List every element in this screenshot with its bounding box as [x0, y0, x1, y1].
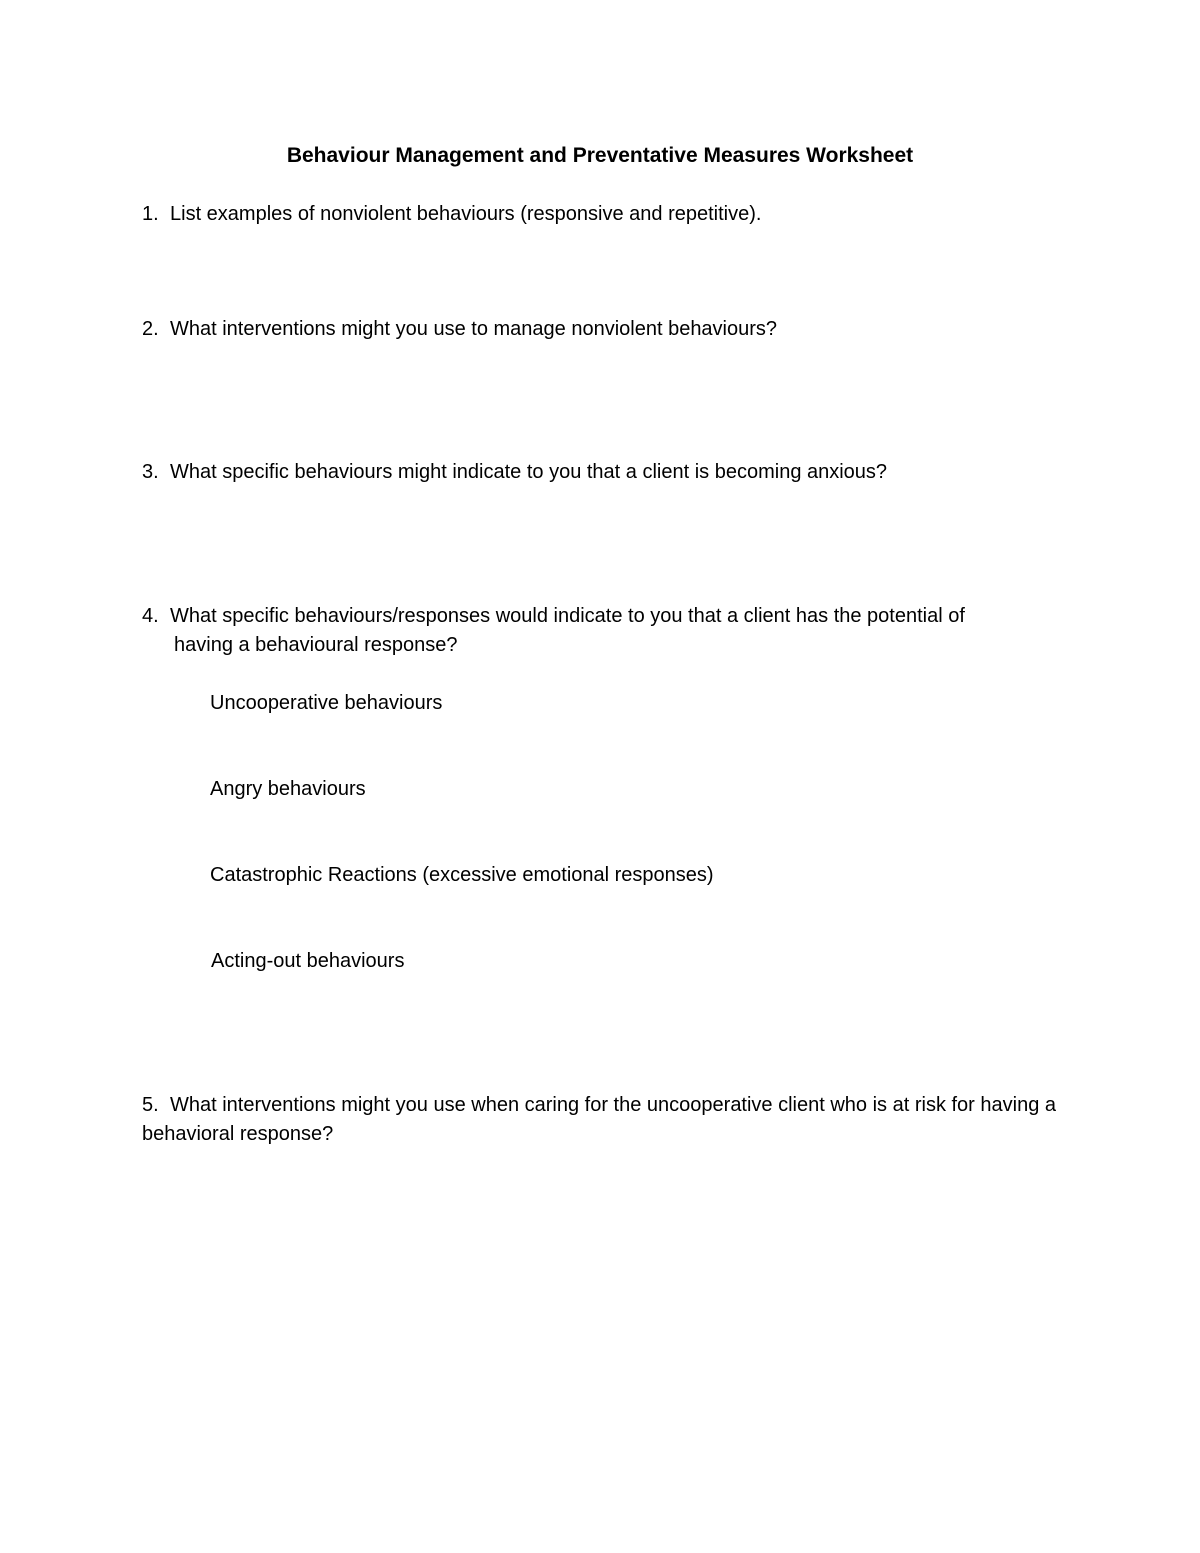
- question-text: [142, 602, 1102, 660]
- sub-item-catastrophic: Catastrophic Reactions (excessive emotional responses): [210, 864, 714, 886]
- sub-item-angry: Angry behaviours: [210, 778, 366, 800]
- question-number: 3.: [142, 461, 159, 483]
- question-4: [142, 602, 1102, 660]
- sub-item-acting-out: Acting-out behaviours: [211, 950, 405, 972]
- question-text: What interventions might you use when caring for the uncooperative client who is at risk for having a behavioral response?: [142, 1094, 1057, 1145]
- question-text-line-1: What specific behaviours/responses would indicate to you that a client has the potential of: [170, 605, 965, 627]
- question-2: [142, 315, 1102, 344]
- question-number: 5.: [142, 1094, 159, 1116]
- question-5: [142, 1091, 1102, 1149]
- question-3: [142, 458, 1102, 487]
- question-text: List examples of nonviolent behaviours (responsive and repetitive).: [170, 203, 762, 225]
- question-text-line-2: having a behavioural response?: [174, 634, 458, 656]
- question-1: [142, 200, 1102, 229]
- page-title: Behaviour Management and Preventative Measures Worksheet: [286, 144, 914, 167]
- question-text: What interventions might you use to manage nonviolent behaviours?: [170, 318, 778, 340]
- sub-item-uncooperative: Uncooperative behaviours: [210, 692, 443, 714]
- question-text: What specific behaviours might indicate to you that a client is becoming anxious?: [170, 461, 888, 483]
- question-number: 4.: [142, 605, 159, 627]
- question-number: 2.: [142, 318, 159, 340]
- question-number: 1.: [142, 203, 159, 225]
